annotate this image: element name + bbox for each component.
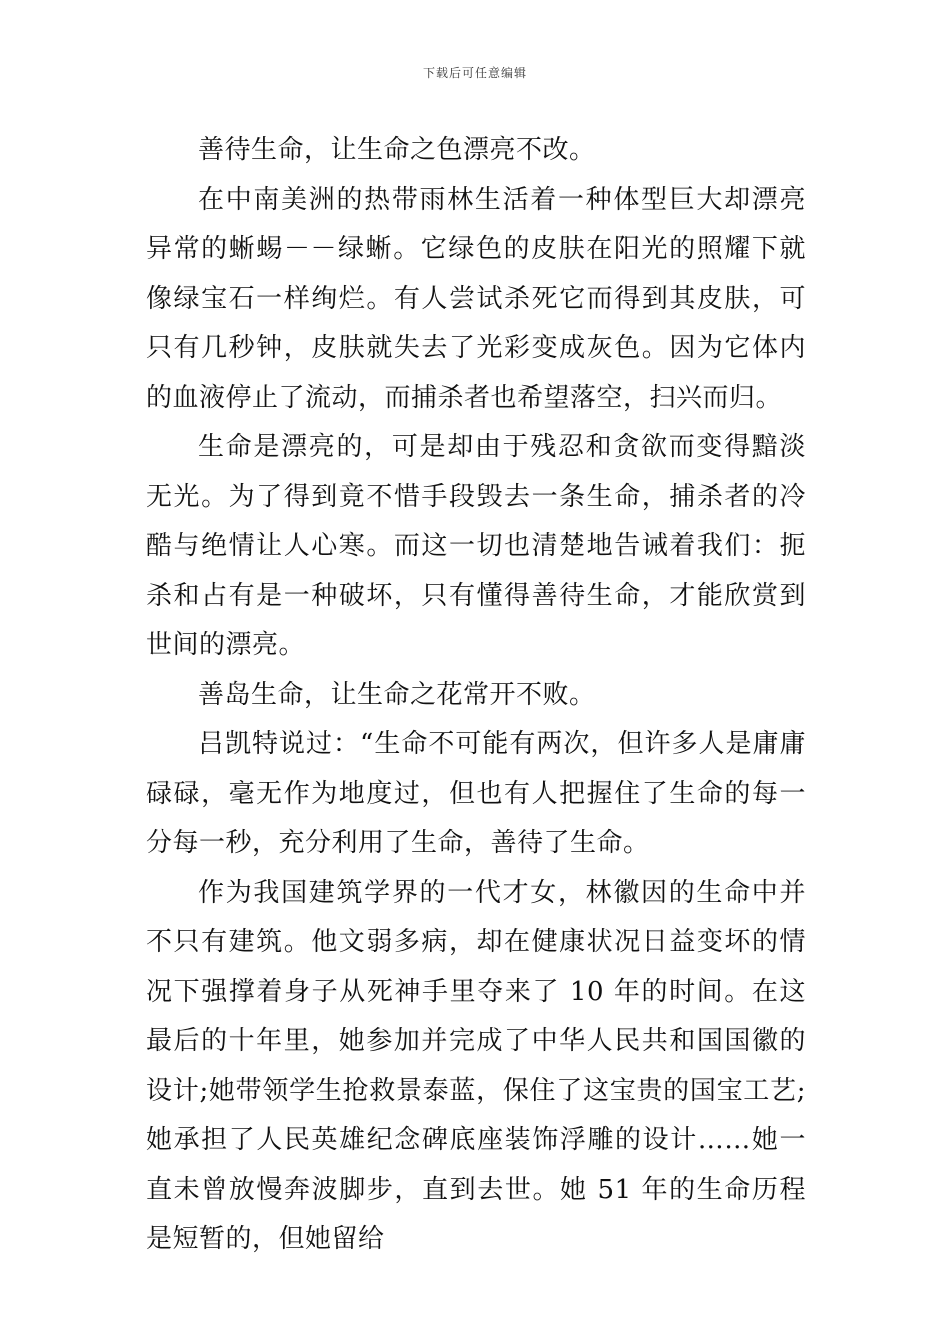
document-body: [146, 126, 806, 1265]
paragraph: 善待生命，让生命之色漂亮不改。: [198, 135, 596, 165]
paragraph: 善岛生命，让生命之花常开不败。: [198, 679, 596, 710]
paragraph: 在中南美洲的热带雨林生活着一种体型巨大却漂亮异常的蜥蜴－－绿蜥。它绿色的皮肤在阳光的照耀下就像绿宝石一样绚烂。有人尝试杀死它而得到其皮肤，可只有几秒钟，皮肤就失去了光彩变成灰色。因为它体内的血液停止了流动，而捕杀者也希望落空，扫兴而归。: [146, 184, 806, 413]
paragraph: 作为我国建筑学界的一代才女，林徽因的生命中并不只有建筑。他文弱多病，却在健康状况日益变坏的情况下强撑着身子从死神手里夺来了 10 年的时间。在这最后的十年里，她参加并完成了中华人民共和国国徽的设计;她带领学生抢救景泰蓝，保住了这宝贵的国宝工艺;她承担了人民英雄纪念碑底座装饰浮雕的设计……她一直未曾放慢奔波脚步，直到去世。她 51 年的生命历程是短暂的，但她留给: [146, 877, 806, 1254]
paragraph: 生命是漂亮的，可是却由于残忍和贪欲而变得黯淡无光。为了得到竟不惜手段毁去一条生命，捕杀者的冷酷与绝情让人心寒。而这一切也清楚地告诫着我们：扼杀和占有是一种破坏，只有懂得善待生命，才能欣赏到世间的漂亮。: [146, 432, 806, 660]
paragraph: 吕凯特说过：“生命不可能有两次，但许多人是庸庸碌碌，毫无作为地度过，但也有人把握住了生命的每一分每一秒，充分利用了生命，善待了生命。: [146, 729, 806, 858]
page-header: 下载后可任意编辑: [422, 66, 527, 80]
